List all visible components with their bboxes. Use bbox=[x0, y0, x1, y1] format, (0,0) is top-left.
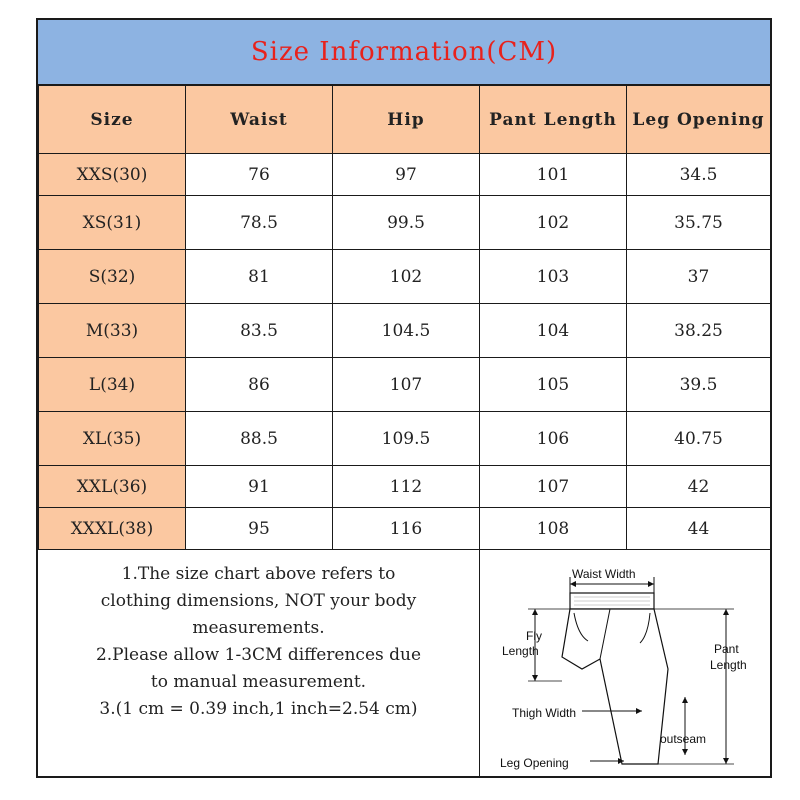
value-cell: 107 bbox=[480, 466, 627, 508]
value-cell: 39.5 bbox=[627, 358, 771, 412]
note-line: to manual measurement. bbox=[150, 672, 367, 692]
size-cell: XL(35) bbox=[39, 412, 186, 466]
value-cell: 105 bbox=[480, 358, 627, 412]
label-pant-length-1: Pant bbox=[714, 642, 739, 656]
value-cell: 34.5 bbox=[627, 154, 771, 196]
pants-diagram-svg bbox=[482, 549, 770, 776]
pants-measurement-diagram bbox=[482, 549, 770, 776]
page-title: Size Information(CM) bbox=[250, 37, 558, 67]
header-pant-length: Pant Length bbox=[480, 86, 627, 154]
waist-arrow-head-right bbox=[648, 581, 654, 587]
label-pant-length-2: Length bbox=[710, 658, 747, 672]
value-cell: 86 bbox=[186, 358, 333, 412]
fly-arrow-head-top bbox=[532, 609, 538, 615]
value-cell: 99.5 bbox=[333, 196, 480, 250]
value-cell: 78.5 bbox=[186, 196, 333, 250]
waist-arrow-head-left bbox=[570, 581, 576, 587]
value-cell: 91 bbox=[186, 466, 333, 508]
pant-arrow-head-top bbox=[723, 609, 729, 615]
label-fly-length-1: Fly bbox=[526, 629, 542, 643]
pant-arrow-head-bottom bbox=[723, 758, 729, 764]
value-cell: 88.5 bbox=[186, 412, 333, 466]
value-cell: 102 bbox=[480, 196, 627, 250]
value-cell: 104 bbox=[480, 304, 627, 358]
size-cell: XXS(30) bbox=[39, 154, 186, 196]
label-thigh-width: Thigh Width bbox=[512, 706, 577, 720]
outseam-arrow-head-bottom bbox=[682, 749, 688, 755]
value-cell: 40.75 bbox=[627, 412, 771, 466]
table-row bbox=[39, 154, 771, 196]
note-line: 2.Please allow 1-3CM differences due bbox=[95, 645, 422, 665]
label-outseam: outseam bbox=[660, 732, 707, 746]
value-cell: 35.75 bbox=[627, 196, 771, 250]
table-row bbox=[39, 412, 771, 466]
value-cell: 38.25 bbox=[627, 304, 771, 358]
size-cell: XS(31) bbox=[39, 196, 186, 250]
size-cell: XXXL(38) bbox=[39, 508, 186, 550]
size-cell: XXL(36) bbox=[39, 466, 186, 508]
pants-outline bbox=[562, 609, 668, 764]
header-leg-opening: Leg Opening bbox=[627, 86, 771, 154]
value-cell: 103 bbox=[480, 250, 627, 304]
table-row bbox=[39, 250, 771, 304]
header-hip: Hip bbox=[333, 86, 480, 154]
value-cell: 83.5 bbox=[186, 304, 333, 358]
size-cell: S(32) bbox=[39, 250, 186, 304]
table-row bbox=[39, 196, 771, 250]
value-cell: 102 bbox=[333, 250, 480, 304]
value-cell: 108 bbox=[480, 508, 627, 550]
note-line: 1.The size chart above refers to bbox=[121, 564, 396, 584]
note-line: measurements. bbox=[192, 618, 325, 638]
size-chart-frame bbox=[36, 18, 772, 778]
table-row bbox=[39, 358, 771, 412]
value-cell: 44 bbox=[627, 508, 771, 550]
label-leg-opening: Leg Opening bbox=[500, 756, 569, 770]
value-cell: 81 bbox=[186, 250, 333, 304]
size-table bbox=[38, 85, 771, 550]
table-row bbox=[39, 508, 771, 550]
value-cell: 97 bbox=[333, 154, 480, 196]
label-fly-length-2: Length bbox=[502, 644, 539, 658]
value-cell: 106 bbox=[480, 412, 627, 466]
notes-section bbox=[38, 549, 480, 776]
header-size: Size bbox=[39, 86, 186, 154]
header-waist: Waist bbox=[186, 86, 333, 154]
note-line: clothing dimensions, NOT your body bbox=[100, 591, 417, 611]
value-cell: 109.5 bbox=[333, 412, 480, 466]
table-header-row bbox=[39, 86, 771, 154]
value-cell: 116 bbox=[333, 508, 480, 550]
value-cell: 112 bbox=[333, 466, 480, 508]
table-row bbox=[39, 466, 771, 508]
value-cell: 42 bbox=[627, 466, 771, 508]
outseam-arrow-head-top bbox=[682, 697, 688, 703]
value-cell: 101 bbox=[480, 154, 627, 196]
value-cell: 107 bbox=[333, 358, 480, 412]
size-cell: L(34) bbox=[39, 358, 186, 412]
note-line: 3.(1 cm = 0.39 inch,1 inch=2.54 cm) bbox=[99, 699, 418, 719]
fly-arrow-head-bottom bbox=[532, 675, 538, 681]
table-row bbox=[39, 304, 771, 358]
value-cell: 104.5 bbox=[333, 304, 480, 358]
size-cell: M(33) bbox=[39, 304, 186, 358]
value-cell: 37 bbox=[627, 250, 771, 304]
value-cell: 95 bbox=[186, 508, 333, 550]
label-waist-width: Waist Width bbox=[572, 567, 636, 581]
value-cell: 76 bbox=[186, 154, 333, 196]
title-bar bbox=[38, 20, 770, 85]
